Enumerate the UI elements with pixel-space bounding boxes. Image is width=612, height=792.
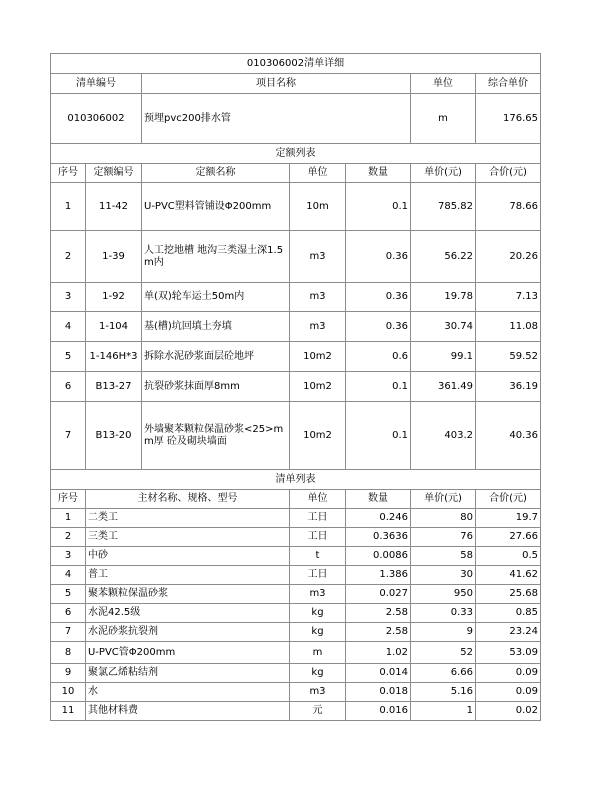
quota-no: 6 [51,372,86,402]
materials-header-row [51,490,541,509]
material-row [51,664,541,683]
material-qty: 2.58 [346,623,411,642]
material-total: 27.66 [476,528,541,547]
materials-header-col-unit: 单位 [290,490,346,509]
quota-name: 单(双)轮车运土50m内 [142,283,290,312]
quota-header-col-total: 合价(元) [476,164,541,183]
quota-no: 7 [51,402,86,470]
quota-unit: m3 [290,283,346,312]
material-name: 普工 [86,566,290,585]
material-no: 2 [51,528,86,547]
quota-header-col-no: 序号 [51,164,86,183]
material-name: 三类工 [86,528,290,547]
quota-unit: 10m [290,183,346,231]
material-no: 11 [51,702,86,721]
quota-unit: 10m2 [290,402,346,470]
quota-qty: 0.6 [346,342,411,372]
material-row [51,604,541,623]
material-qty: 0.014 [346,664,411,683]
quota-price: 361.49 [411,372,476,402]
quota-name: 抗裂砂浆抹面厚8mm [142,372,290,402]
material-qty: 2.58 [346,604,411,623]
quota-qty: 0.1 [346,183,411,231]
material-name: 水 [86,683,290,702]
detail-sheet [50,53,540,721]
material-row [51,623,541,642]
material-total: 0.09 [476,683,541,702]
material-qty: 1.02 [346,642,411,664]
material-row [51,566,541,585]
quota-header-col-unit: 单位 [290,164,346,183]
quota-qty: 0.36 [346,231,411,283]
quota-qty: 0.1 [346,402,411,470]
quota-unit: 10m2 [290,372,346,402]
material-price: 950 [411,585,476,604]
quota-price: 99.1 [411,342,476,372]
quota-header-col-price: 单价(元) [411,164,476,183]
material-total: 0.02 [476,702,541,721]
item-name: 预埋pvc200排水管 [142,94,411,144]
sheet-title: 010306002清单详细 [51,54,541,74]
material-name: 聚氯乙烯粘结剂 [86,664,290,683]
material-price: 58 [411,547,476,566]
header-col-unit: 单位 [411,74,476,94]
quota-row [51,342,541,372]
quota-price: 56.22 [411,231,476,283]
header-col-price: 综合单价 [476,74,541,94]
materials-header-col-price: 单价(元) [411,490,476,509]
material-total: 23.24 [476,623,541,642]
quota-name: 拆除水泥砂浆面层砼地坪 [142,342,290,372]
materials-header-col-qty: 数量 [346,490,411,509]
material-name: 聚苯颗粒保温砂浆 [86,585,290,604]
material-total: 41.62 [476,566,541,585]
material-unit: 工日 [290,528,346,547]
item-code: 010306002 [51,94,142,144]
quota-price: 19.78 [411,283,476,312]
quota-row [51,402,541,470]
material-total: 0.09 [476,664,541,683]
header-col-name: 项目名称 [142,74,411,94]
quota-row [51,231,541,283]
material-name: 水泥砂浆抗裂剂 [86,623,290,642]
quota-total: 20.26 [476,231,541,283]
materials-header-col-total: 合价(元) [476,490,541,509]
materials-header-col-no: 序号 [51,490,86,509]
detail-table [50,53,541,721]
material-qty: 1.386 [346,566,411,585]
item-unit: m [411,94,476,144]
material-unit: kg [290,604,346,623]
material-total: 0.5 [476,547,541,566]
quota-no: 4 [51,312,86,342]
quota-name: 基(槽)坑回填土夯填 [142,312,290,342]
quota-code: B13-20 [86,402,142,470]
quota-header-col-name: 定额名称 [142,164,290,183]
material-no: 10 [51,683,86,702]
quota-code: 1-92 [86,283,142,312]
quota-total: 78.66 [476,183,541,231]
material-row [51,509,541,528]
material-row [51,547,541,566]
material-row [51,585,541,604]
quota-name: U-PVC塑料管铺设Φ200mm [142,183,290,231]
material-row [51,702,541,721]
material-row [51,683,541,702]
material-qty: 0.027 [346,585,411,604]
material-unit: 元 [290,702,346,721]
quota-name: 外墙聚苯颗粒保温砂浆<25>mm厚 砼及砌块墙面 [142,402,290,470]
material-row [51,642,541,664]
materials-header-col-name: 主材名称、规格、型号 [86,490,290,509]
material-qty: 0.018 [346,683,411,702]
quota-code: 11-42 [86,183,142,231]
material-no: 9 [51,664,86,683]
material-total: 25.68 [476,585,541,604]
quota-no: 5 [51,342,86,372]
quota-code: B13-27 [86,372,142,402]
material-unit: m3 [290,683,346,702]
quota-no: 3 [51,283,86,312]
material-price: 52 [411,642,476,664]
quota-row [51,283,541,312]
material-unit: t [290,547,346,566]
material-total: 0.85 [476,604,541,623]
material-qty: 0.246 [346,509,411,528]
material-name: 水泥42.5级 [86,604,290,623]
material-unit: kg [290,664,346,683]
material-price: 76 [411,528,476,547]
quota-price: 785.82 [411,183,476,231]
material-unit: m [290,642,346,664]
material-total: 53.09 [476,642,541,664]
quota-total: 40.36 [476,402,541,470]
material-price: 9 [411,623,476,642]
material-qty: 0.0086 [346,547,411,566]
material-name: 二类工 [86,509,290,528]
quota-code: 1-39 [86,231,142,283]
material-price: 6.66 [411,664,476,683]
material-price: 1 [411,702,476,721]
material-price: 0.33 [411,604,476,623]
material-no: 4 [51,566,86,585]
material-unit: m3 [290,585,346,604]
quota-price: 403.2 [411,402,476,470]
quota-qty: 0.36 [346,283,411,312]
material-no: 3 [51,547,86,566]
quota-code: 1-104 [86,312,142,342]
materials-section-title: 清单列表 [51,470,541,490]
material-unit: 工日 [290,566,346,585]
material-no: 8 [51,642,86,664]
header-col-code: 清单编号 [51,74,142,94]
quota-unit: m3 [290,231,346,283]
quota-row [51,183,541,231]
material-price: 80 [411,509,476,528]
quota-row [51,372,541,402]
material-qty: 0.3636 [346,528,411,547]
quota-unit: 10m2 [290,342,346,372]
material-unit: kg [290,623,346,642]
material-name: 中砂 [86,547,290,566]
quota-total: 11.08 [476,312,541,342]
quota-row [51,312,541,342]
quota-total: 59.52 [476,342,541,372]
material-price: 30 [411,566,476,585]
quota-price: 30.74 [411,312,476,342]
material-no: 1 [51,509,86,528]
quota-total: 36.19 [476,372,541,402]
quota-unit: m3 [290,312,346,342]
quota-code: 1-146H*3 [86,342,142,372]
quota-qty: 0.1 [346,372,411,402]
material-row [51,528,541,547]
quota-section-title: 定额列表 [51,144,541,164]
quota-header-row [51,164,541,183]
material-name: U-PVC管Φ200mm [86,642,290,664]
quota-no: 2 [51,231,86,283]
material-no: 5 [51,585,86,604]
quota-no: 1 [51,183,86,231]
material-name: 其他材料费 [86,702,290,721]
quota-header-col-code: 定额编号 [86,164,142,183]
quota-total: 7.13 [476,283,541,312]
material-unit: 工日 [290,509,346,528]
material-no: 7 [51,623,86,642]
quota-name: 人工挖地槽 地沟三类湿土深1.5m内 [142,231,290,283]
material-qty: 0.016 [346,702,411,721]
quota-qty: 0.36 [346,312,411,342]
item-price: 176.65 [476,94,541,144]
material-price: 5.16 [411,683,476,702]
material-no: 6 [51,604,86,623]
material-total: 19.7 [476,509,541,528]
quota-header-col-qty: 数量 [346,164,411,183]
